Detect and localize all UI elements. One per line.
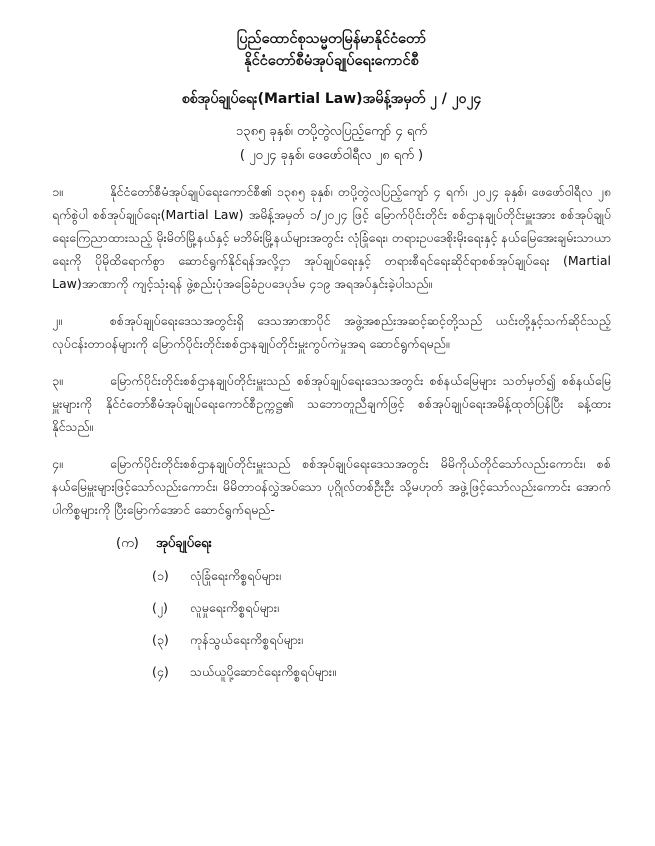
paragraph-number: ၂။ xyxy=(52,313,62,328)
section-title: အုပ်ချုပ်ရေး xyxy=(156,536,212,551)
paragraph-3 xyxy=(52,369,611,438)
paragraph-2 xyxy=(52,309,611,355)
list-item-social xyxy=(52,597,611,619)
list-item-security xyxy=(52,565,611,587)
paragraph-4 xyxy=(52,452,611,521)
date-gregorian: ( ၂၀၂၄ ခုနှစ်၊ ဖေဖော်ဝါရီလ ၂၈ ရက် ) xyxy=(239,148,424,163)
list-item-label: (၂) xyxy=(152,600,168,615)
list-item-transport xyxy=(52,661,611,683)
date-myanmar: ၁၃၈၅ ခုနှစ်၊ တပို့တွဲလပြည့်ကျော် ၄ ရက် xyxy=(235,124,428,139)
list-item-label: (၄) xyxy=(152,664,169,679)
list-item-label: (၁) xyxy=(152,568,169,583)
list-item-text: လုံခြုံရေးကိစ္စရပ်များ၊ xyxy=(190,568,281,583)
order-title: စစ်အုပ်ချုပ်ရေး(Martial Law)အမိန့်အမှတ် ၂ / ၂၀၂၄ xyxy=(181,91,482,107)
list-item-text: သယ်ယူပို့ဆောင်ရေးကိစ္စရပ်များ။ xyxy=(190,664,336,679)
paragraph-1 xyxy=(52,180,611,295)
section-label: (က) xyxy=(116,536,139,551)
paragraph-text: နိုင်ငံတော်စီမံအုပ်ချုပ်ရေးကောင်စီ၏ ၁၃၈၅ ခုနှစ်၊ တပို့တွဲလပြည့်ကျော် ၄ ရက်၊ ၂၀၂၄ ခုနှစ်၊ ဖေဖော်ဝါရီလ ၂၈ ရက်စွဲပါ စစ်အုပ်ချုပ်ရေး(Martial Law) အမိန့်အမှတ် ၁/၂၀၂၄ ဖြင့် မြောက်ပိုင်းတိုင်း စစ်ဌာနချုပ်တိုင်းမှူးအား စစ်အုပ်ချုပ်ရေးကြေညာထားသည့် မိုးမိတ်မြို့နယ်နှင့် မဘိမ်းမြို့နယ်များအတွင်း လုံခြုံရေး၊ တရားဥပဒေစိုးမိုးရေးနှင့် နယ်မြေအေးချမ်းသာယာရေးကို ပိုမိုထိရောက်စွာ ဆောင်ရွက်နိုင်ရန်အလို့ငှာ အုပ်ချုပ်ရေးနှင့် တရားစီရင်ရေးဆိုင်ရာစစ်အုပ်ချုပ်ရေး (Martial Law)အာဏာကို ကျင့်သုံးရန် ဖွဲ့စည်းပုံအခြေခံဥပဒေပုဒ်မ ၄၁၉ အရအပ်နှင်းခဲ့ပါသည်။ xyxy=(52,184,611,291)
paragraph-number: ၁။ xyxy=(52,184,63,199)
list-item-text: ကုန်သွယ်ရေးကိစ္စရပ်များ၊ xyxy=(190,632,304,647)
paragraph-text: စစ်အုပ်ချုပ်ရေးဒေသအတွင်းရှိ ဒေသအာဏာပိုင် အဖွဲ့အစည်းအဆင့်ဆင့်တို့သည် ယင်းတို့နှင့်သက်ဆိုင်သည့်လုပ်ငန်းတာဝန်များကို မြောက်ပိုင်းတိုင်းစစ်ဌာနချုပ်တိုင်းမှူးကွပ်ကဲမှုအရ ဆောင်ရွက်ရမည်။ xyxy=(52,313,611,351)
header-council: နိုင်ငံတော်စီမံအုပ်ချုပ်ရေးကောင်စီ xyxy=(244,53,419,69)
paragraph-text: မြောက်ပိုင်းတိုင်းစစ်ဌာနချုပ်တိုင်းမှူးသည် စစ်အုပ်ချုပ်ရေးဒေသအတွင်း မိမိကိုယ်တိုင်သော်လည်းကောင်း၊ စစ်နယ်မြေမှူးများဖြင့်သော်လည်းကောင်း၊ မိမိတာဝန်လွှဲအပ်သော ပုဂ္ဂိုလ်တစ်ဦးဦး သို့မဟုတ် အဖွဲ့ဖြင့်သော်လည်းကောင်း အောက်ပါကိစ္စများကို ပြီးမြောက်အောင် ဆောင်ရွက်ရမည်- xyxy=(52,456,611,517)
list-item-trade xyxy=(52,629,611,651)
header-country: ပြည်ထောင်စုသမ္မတမြန်မာနိုင်ငံတော် xyxy=(236,31,427,47)
paragraph-text: မြောက်ပိုင်းတိုင်းစစ်ဌာနချုပ်တိုင်းမှူးသည် စစ်အုပ်ချုပ်ရေးဒေသအတွင်း စစ်နယ်မြေများ သတ်မှတ်၍ စစ်နယ်မြေမှူးများကို နိုင်ငံတော်စီမံအုပ်ချုပ်ရေးကောင်စီဥက္ကဋ္ဌ၏ သဘောတူညီချက်ဖြင့် စစ်အုပ်ချုပ်ရေးအမိန့်ထုတ်ပြန်ပြီး ခန့်ထားနိုင်သည်။ xyxy=(52,373,611,434)
section-administration-heading xyxy=(52,533,611,555)
paragraph-number: ၄။ xyxy=(52,456,63,471)
list-item-text: လူမှုရေးကိစ္စရပ်များ၊ xyxy=(190,600,279,615)
list-item-label: (၃) xyxy=(152,632,169,647)
paragraph-number: ၃။ xyxy=(52,373,63,388)
